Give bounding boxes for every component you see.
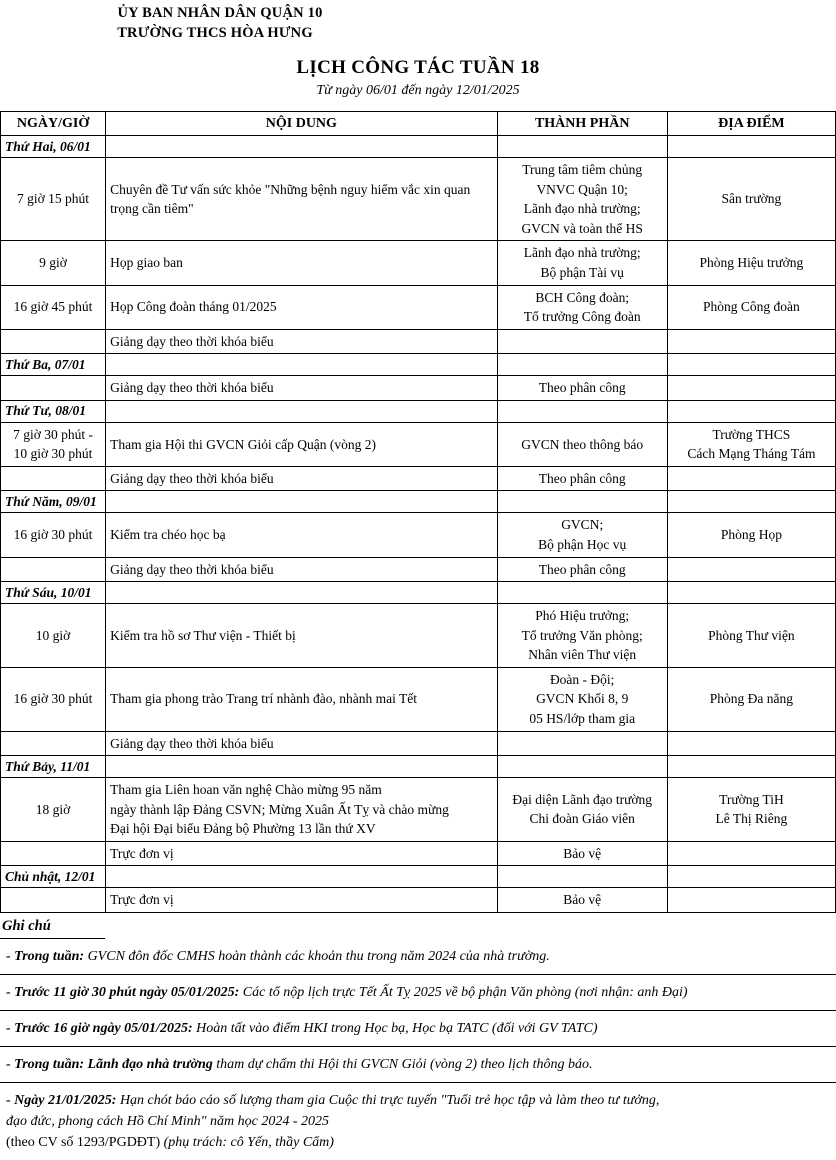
cell-location <box>667 329 835 354</box>
cell-location: Trường TiH Lê Thị Riêng <box>667 778 835 842</box>
table-row <box>1 329 836 354</box>
cell-time: 16 giờ 30 phút <box>1 667 106 731</box>
day-header-row <box>1 582 836 604</box>
day-blank-content <box>106 136 497 158</box>
cell-location <box>667 888 835 913</box>
table-row <box>1 466 836 491</box>
note-body: Các tổ nộp lịch trực Tết Ất Tỵ 2025 về bộ phận Văn phòng (nơi nhận: anh Đại) <box>239 984 688 1000</box>
table-row <box>1 604 836 668</box>
note-reference: (theo CV số 1293/PGDĐT) <box>6 1134 161 1150</box>
cell-content: Họp giao ban <box>106 241 497 285</box>
cell-time: 16 giờ 30 phút <box>1 513 106 557</box>
table-row <box>1 241 836 285</box>
cell-content: Chuyên đề Tư vấn sức khỏe "Những bệnh nguy hiểm vắc xin quan trọng cần tiêm" <box>106 158 497 241</box>
day-label: Chủ nhật, 12/01 <box>1 866 106 888</box>
cell-content: Tham gia Hội thi GVCN Giỏi cấp Quận (vòng 2) <box>106 422 497 466</box>
cell-time <box>1 731 106 756</box>
note-lead: - Trước 16 giờ ngày 05/01/2025: <box>6 1020 193 1036</box>
day-header-row <box>1 354 836 376</box>
note-body: GVCN đôn đốc CMHS hoàn thành các khoản thu trong năm 2024 của nhà trường. <box>84 948 550 964</box>
day-label: Thứ Ba, 07/01 <box>1 354 106 376</box>
cell-content: Giảng dạy theo thời khóa biểu <box>106 329 497 354</box>
note-item <box>0 1047 836 1083</box>
note-line-1 <box>6 982 832 1003</box>
day-blank-place <box>667 866 835 888</box>
cell-participants: Trung tâm tiêm chủng VNVC Quận 10; Lãnh đạo nhà trường; GVCN và toàn thể HS <box>497 158 667 241</box>
day-header-row <box>1 136 836 158</box>
organization-line-2: TRƯỜNG THCS HÒA HƯNG <box>117 24 313 41</box>
day-blank-content <box>106 756 497 778</box>
date-range-subtitle: Từ ngày 06/01 đến ngày 12/01/2025 <box>316 83 520 99</box>
cell-time: 16 giờ 45 phút <box>1 285 106 329</box>
note-lead: - Trong tuần: <box>6 948 85 964</box>
cell-content: Tham gia Liên hoan văn nghệ Chào mừng 95 năm ngày thành lập Đảng CSVN; Mừng Xuân Ất Tỵ và chào mừng Đại hội Đại biểu Đảng bộ Phường 13 lần thứ XV <box>106 778 497 842</box>
cell-time: 7 giờ 30 phút - 10 giờ 30 phút <box>1 422 106 466</box>
note-item <box>0 975 836 1011</box>
day-blank-content <box>106 866 497 888</box>
cell-time <box>1 466 106 491</box>
column-header-location: ĐỊA ĐIỂM <box>667 112 835 136</box>
note-lead: - Ngày 21/01/2025: <box>6 1092 117 1108</box>
cell-participants: Phó Hiệu trưởng; Tổ trưởng Văn phòng; Nhân viên Thư viện <box>497 604 667 668</box>
day-blank-people <box>497 582 667 604</box>
cell-participants: Theo phân công <box>497 376 667 401</box>
cell-participants: Lãnh đạo nhà trường; Bộ phận Tài vụ <box>497 241 667 285</box>
cell-participants <box>497 731 667 756</box>
cell-time: 9 giờ <box>1 241 106 285</box>
note-line-1 <box>6 946 832 967</box>
day-blank-place <box>667 400 835 422</box>
table-row <box>1 376 836 401</box>
column-header-datetime: NGÀY/GIỜ <box>1 112 106 136</box>
note-line-1 <box>6 1090 832 1111</box>
day-blank-place <box>667 582 835 604</box>
cell-location: Phòng Đa năng <box>667 667 835 731</box>
note-line-3 <box>6 1132 832 1153</box>
note-lead: - Trong tuần: Lãnh đạo nhà trường <box>6 1056 213 1072</box>
cell-time: 7 giờ 15 phút <box>1 158 106 241</box>
cell-location <box>667 376 835 401</box>
cell-content: Giảng dạy theo thời khóa biểu <box>106 376 497 401</box>
cell-content: Tham gia phong trào Trang trí nhành đào, nhành mai Tết <box>106 667 497 731</box>
cell-participants: Theo phân công <box>497 557 667 582</box>
cell-location: Phòng Họp <box>667 513 835 557</box>
cell-participants: Bảo vệ <box>497 888 667 913</box>
note-item <box>0 1011 836 1047</box>
cell-participants: GVCN; Bộ phận Học vụ <box>497 513 667 557</box>
title-block <box>0 57 836 99</box>
day-blank-people <box>497 491 667 513</box>
cell-location: Phòng Thư viện <box>667 604 835 668</box>
day-header-row <box>1 400 836 422</box>
column-header-participants: THÀNH PHẦN <box>497 112 667 136</box>
cell-location <box>667 466 835 491</box>
day-blank-people <box>497 136 667 158</box>
table-row <box>1 841 836 866</box>
document-header <box>0 0 836 99</box>
day-blank-content <box>106 491 497 513</box>
day-label: Thứ Hai, 06/01 <box>1 136 106 158</box>
cell-content: Giảng dạy theo thời khóa biểu <box>106 731 497 756</box>
note-line-1 <box>6 1054 832 1075</box>
cell-content: Trực đơn vị <box>106 888 497 913</box>
table-row <box>1 513 836 557</box>
table-row <box>1 557 836 582</box>
day-blank-people <box>497 354 667 376</box>
note-item <box>0 1083 836 1160</box>
day-blank-content <box>106 582 497 604</box>
cell-time <box>1 329 106 354</box>
note-line-1 <box>6 1018 832 1039</box>
day-blank-content <box>106 400 497 422</box>
table-row <box>1 422 836 466</box>
day-blank-place <box>667 136 835 158</box>
cell-participants: BCH Công đoàn; Tổ trưởng Công đoàn <box>497 285 667 329</box>
cell-time <box>1 557 106 582</box>
cell-participants: Đại diện Lãnh đạo trường Chi đoàn Giáo viên <box>497 778 667 842</box>
table-row <box>1 667 836 731</box>
day-header-row <box>1 866 836 888</box>
table-row <box>1 731 836 756</box>
notes-title: Ghi chú <box>0 915 105 939</box>
note-body: tham dự chấm thi Hội thi GVCN Giỏi (vòng 2) theo lịch thông báo. <box>212 1056 593 1072</box>
note-assignees: (phụ trách: cô Yến, thầy Cẩm) <box>160 1134 334 1150</box>
cell-time <box>1 841 106 866</box>
cell-participants: GVCN theo thông báo <box>497 422 667 466</box>
day-blank-content <box>106 354 497 376</box>
note-lead: - Trước 11 giờ 30 phút ngày 05/01/2025: <box>6 984 240 1000</box>
cell-time <box>1 376 106 401</box>
day-label: Thứ Tư, 08/01 <box>1 400 106 422</box>
column-header-content: NỘI DUNG <box>106 112 497 136</box>
day-label: Thứ Năm, 09/01 <box>1 491 106 513</box>
weekly-schedule-table <box>0 111 836 913</box>
day-blank-place <box>667 491 835 513</box>
cell-location <box>667 731 835 756</box>
note-line-2: đạo đức, phong cách Hồ Chí Minh" năm học 2024 - 2025 <box>6 1113 330 1129</box>
table-row <box>1 158 836 241</box>
table-row <box>1 888 836 913</box>
page-title: LỊCH CÔNG TÁC TUẦN 18 <box>296 57 540 79</box>
day-blank-place <box>667 354 835 376</box>
day-blank-people <box>497 866 667 888</box>
cell-content: Giảng dạy theo thời khóa biểu <box>106 466 497 491</box>
cell-location: Phòng Công đoàn <box>667 285 835 329</box>
table-row <box>1 285 836 329</box>
cell-content: Kiểm tra hồ sơ Thư viện - Thiết bị <box>106 604 497 668</box>
cell-content: Giảng dạy theo thời khóa biểu <box>106 557 497 582</box>
note-item <box>0 939 836 975</box>
cell-participants: Theo phân công <box>497 466 667 491</box>
cell-time: 18 giờ <box>1 778 106 842</box>
notes-section <box>0 915 836 1160</box>
cell-location: Phòng Hiệu trưởng <box>667 241 835 285</box>
organization-line-1: ỦY BAN NHÂN DÂN QUẬN 10 <box>117 5 323 21</box>
note-body: Hạn chót báo cáo số lượng tham gia Cuộc thi trực tuyến "Tuổi trẻ học tập và làm theo tư tưởng, <box>116 1092 660 1108</box>
cell-content: Kiểm tra chéo học bạ <box>106 513 497 557</box>
cell-participants: Bảo vệ <box>497 841 667 866</box>
cell-location: Sân trường <box>667 158 835 241</box>
table-header-row <box>1 112 836 136</box>
cell-participants <box>497 329 667 354</box>
note-body: Hoàn tất vào điểm HKI trong Học bạ, Học bạ TATC (đối với GV TATC) <box>192 1020 598 1036</box>
day-header-row <box>1 756 836 778</box>
cell-location <box>667 557 835 582</box>
cell-time: 10 giờ <box>1 604 106 668</box>
cell-content: Trực đơn vị <box>106 841 497 866</box>
day-blank-place <box>667 756 835 778</box>
day-label: Thứ Bảy, 11/01 <box>1 756 106 778</box>
table-row <box>1 778 836 842</box>
day-blank-people <box>497 400 667 422</box>
cell-location: Trường THCS Cách Mạng Tháng Tám <box>667 422 835 466</box>
cell-location <box>667 841 835 866</box>
cell-time <box>1 888 106 913</box>
cell-content: Họp Công đoàn tháng 01/2025 <box>106 285 497 329</box>
day-header-row <box>1 491 836 513</box>
day-blank-people <box>497 756 667 778</box>
cell-participants: Đoàn - Đội; GVCN Khối 8, 9 05 HS/lớp tham gia <box>497 667 667 731</box>
day-label: Thứ Sáu, 10/01 <box>1 582 106 604</box>
